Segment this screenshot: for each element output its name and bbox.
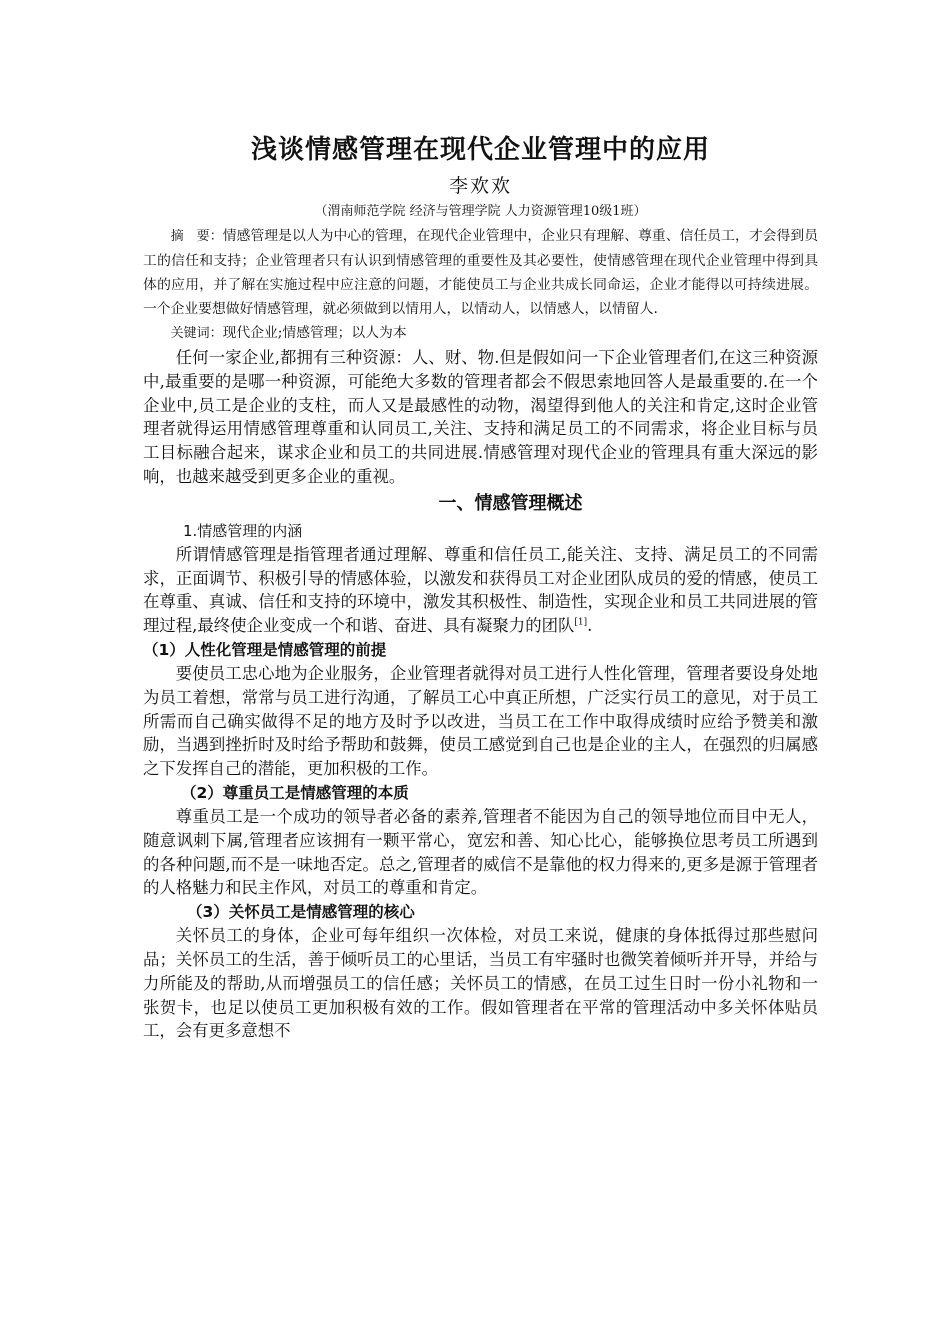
heading-respect: （2）尊重员工是情感管理的本质 (181, 783, 409, 802)
heading-humanized: （1）人性化管理是情感管理的前提 (143, 640, 387, 659)
paragraph-respect: 尊重员工是一个成功的领导者必备的素养,管理者不能因为自己的领导地位而目中无人，随意讽刺下属,管理者应该拥有一颗平常心，宽宏和善、知心比心，能够换位思考员工所遇到的各种问题,而不是一味地否定。总之,管理者的威信不是靠他的权力得来的,更多是源于管理者的人格魅力和民主作风，对员工的尊重和肯定。 (143, 806, 818, 898)
abstract-label: 摘 要： (170, 229, 223, 244)
paper-title: 浅谈情感管理在现代企业管理中的应用 (250, 135, 710, 165)
definition-paragraph (143, 543, 818, 638)
intro-paragraph: 任何一家企业,都拥有三种资源：人、财、物.但是假如问一下企业管理者们,在这三种资源中,最重要的是哪一种资源，可能绝大多数的管理者都会不假思索地回答人是最重要的.在一个企业中,员工是企业的支柱，而人又是最感性的动物，渴望得到他人的关注和肯定,这时企业管理者就得运用情感管理尊重和认同员工,关注、支持和满足员工的不同需求，将企业目标与员工目标融合起来，谋求企业和员工的共同进展.情感管理对现代企业的管理具有重大深远的影响，也越来越受到更多企业的重视。 (143, 348, 818, 486)
abstract (143, 224, 818, 321)
section-heading: 一、情感管理概述 (438, 492, 583, 514)
definition-text: 所谓情感管理是指管理者通过理解、尊重和信任员工,能关注、支持、满足员工的不同需求，正面调节、积极引导的情感体验，以激发和获得员工对企业团队成员的爱的情感，使员工在尊重、真诚、信任和支持的环境中，激发其积极性、制造性，实现企业和员工共同进展的管理过程,最终使企业变成一个和谐、奋进、具有凝聚力的团队 (143, 544, 818, 636)
keywords (143, 321, 818, 346)
paper-page (143, 128, 818, 1043)
definition-end: . (587, 616, 593, 636)
paragraph-care: 关怀员工的身体，企业可每年组织一次体检，对员工来说，健康的身体抵得过那些慰问品；关怀员工的生活，善于倾听员工的心里话，当员工有牢骚时也微笑着倾听并开导，并给与力所能及的帮助,从而增强员工的信任感；关怀员工的情感，在员工过生日时一份小礼物和一张贺卡，也足以使员工更加积极有效的工作。假如管理者在平常的管理活动中多关怀体贴员工，会有更多意想不 (143, 926, 818, 1041)
abstract-text: 情感管理是以人为中心的管理，在现代企业管理中，企业只有理解、尊重、信任员工，才会得到员工的信任和支持；企业管理者只有认识到情感管理的重要性及其必要性，使情感管理在现代企业管理中得到具体的应用，并了解在实施过程中应注意的问题，才能使员工与企业共成长同命运，企业才能得以可持续进展。一个企业要想做好情感管理，就必须做到以情用人，以情动人，以情感人，以情留人. (143, 228, 818, 317)
author-name: 李欢欢 (448, 175, 512, 197)
citation-ref[interactable]: [1] (574, 617, 588, 628)
subsection-heading: 1.情感管理的内涵 (183, 521, 303, 540)
paragraph-humanized: 要使员工忠心地为企业服务，企业管理者就得对员工进行人性化管理，管理者要设身处地为员工着想，常常与员工进行沟通，了解员工心中真正所想，广泛实行员工的意见，对于员工所需而自己确实做得不足的地方及时予以改进，当员工在工作中取得成绩时应给予赞美和激励，当遇到挫折时及时给予帮助和鼓舞，使员工感觉到自己也是企业的主人，在强烈的归属感之下发挥自己的潜能，更加积极的工作。 (143, 663, 818, 779)
keywords-label: 关键词： (170, 326, 223, 341)
affiliation: （渭南师范学院 经济与管理学院 人力资源管理10级1班） (314, 204, 647, 219)
keywords-text: 现代企业;情感管理；以人为本 (222, 325, 407, 341)
heading-care: （3）关怀员工是情感管理的核心 (187, 903, 415, 922)
